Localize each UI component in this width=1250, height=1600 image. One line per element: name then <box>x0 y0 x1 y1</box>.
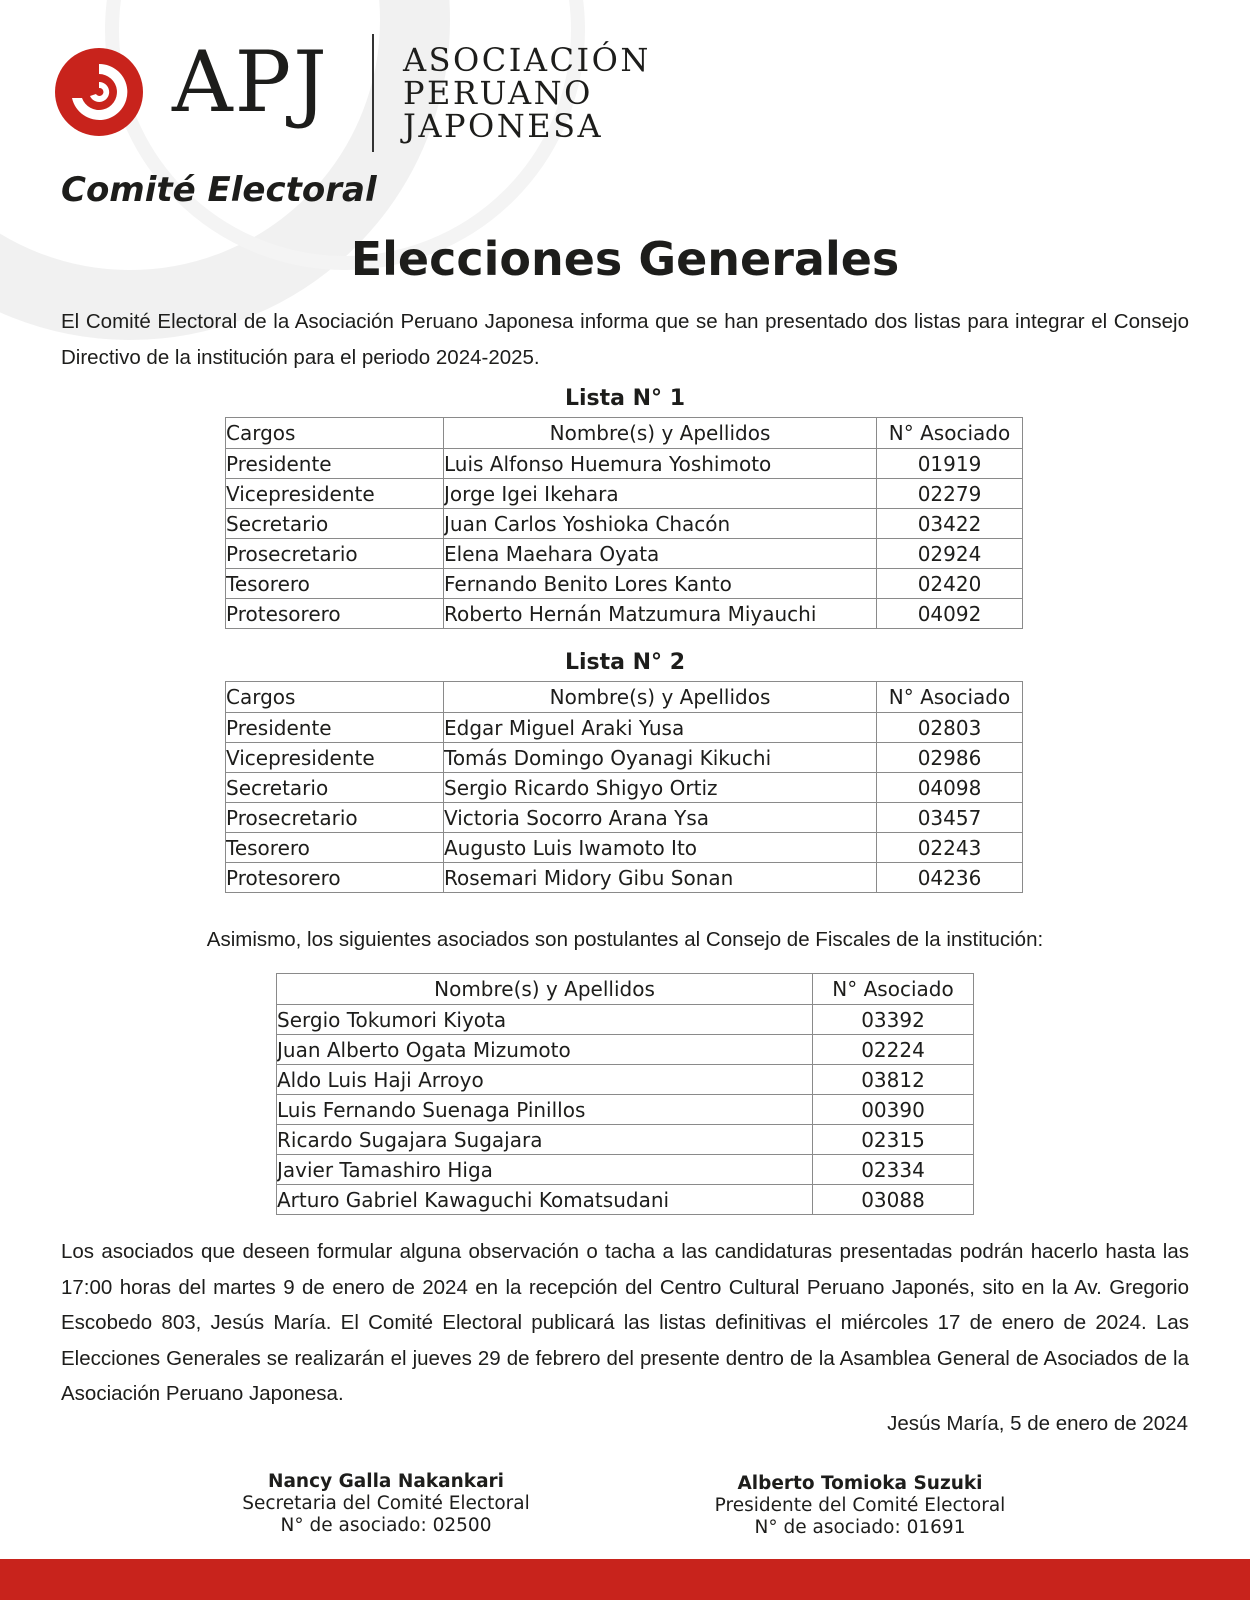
header-cargos: Cargos <box>226 418 444 449</box>
table-row <box>226 713 1023 743</box>
cell-cargo: Secretario <box>226 509 444 539</box>
signer-name: Alberto Tomioka Suzuki <box>737 1473 983 1494</box>
signature-secretary <box>186 1471 586 1537</box>
cell-nombre: Arturo Gabriel Kawaguchi Komatsudani <box>277 1185 813 1215</box>
cell-asociado: 04236 <box>877 863 1023 893</box>
header-asociado: N° Asociado <box>877 418 1023 449</box>
table-row <box>226 539 1023 569</box>
table-header-row <box>226 682 1023 713</box>
logo-divider <box>372 34 374 152</box>
signer-name: Nancy Galla Nakankari <box>267 1471 505 1492</box>
cell-nombre: Edgar Miguel Araki Yusa <box>444 713 877 743</box>
cell-nombre: Javier Tamashiro Higa <box>277 1155 813 1185</box>
cell-cargo: Vicepresidente <box>226 479 444 509</box>
cell-asociado: 03088 <box>813 1185 974 1215</box>
signer-role: Secretaria del Comité Electoral <box>242 1493 530 1514</box>
cell-cargo: Presidente <box>226 449 444 479</box>
cell-asociado: 02924 <box>877 539 1023 569</box>
page-title: Elecciones Generales <box>350 232 900 286</box>
table-row <box>226 863 1023 893</box>
cell-cargo: Tesorero <box>226 569 444 599</box>
intro-paragraph: El Comité Electoral de la Asociación Peruano Japonesa informa que se han presentado dos listas para integrar el Consejo Directivo de la institución para el periodo 2024-2025. <box>61 310 1189 369</box>
cell-asociado: 02315 <box>813 1125 974 1155</box>
table-row <box>277 1005 974 1035</box>
cell-asociado: 04092 <box>877 599 1023 629</box>
cell-nombre: Victoria Socorro Arana Ysa <box>444 803 877 833</box>
table-row <box>277 1125 974 1155</box>
table-row <box>277 1155 974 1185</box>
cell-cargo: Tesorero <box>226 833 444 863</box>
signer-member-number: N° de asociado: 01691 <box>754 1517 966 1538</box>
committee-title: Comité Electoral <box>61 170 377 210</box>
header-cargos: Cargos <box>226 682 444 713</box>
header-asociado: N° Asociado <box>877 682 1023 713</box>
table-row <box>226 479 1023 509</box>
table-header-row <box>226 418 1023 449</box>
logo-org-line: JAPONESA <box>403 107 604 145</box>
cell-asociado: 03812 <box>813 1065 974 1095</box>
table-row <box>226 569 1023 599</box>
cell-cargo: Secretario <box>226 773 444 803</box>
table-row <box>226 599 1023 629</box>
cell-asociado: 02803 <box>877 713 1023 743</box>
cell-cargo: Protesorero <box>226 599 444 629</box>
table-row <box>277 1095 974 1125</box>
cell-nombre: Sergio Tokumori Kiyota <box>277 1005 813 1035</box>
cell-nombre: Fernando Benito Lores Kanto <box>444 569 877 599</box>
cell-asociado: 01919 <box>877 449 1023 479</box>
list-2-table <box>225 681 1023 893</box>
signer-role: Presidente del Comité Electoral <box>714 1495 1006 1516</box>
cell-cargo: Protesorero <box>226 863 444 893</box>
apj-logo-icon <box>55 48 143 136</box>
header-asociado: N° Asociado <box>813 974 974 1005</box>
cell-asociado: 02986 <box>877 743 1023 773</box>
logo-wordmark: APJ <box>172 33 329 131</box>
cell-nombre: Luis Alfonso Huemura Yoshimoto <box>444 449 877 479</box>
footer-accent-bar <box>0 1559 1250 1600</box>
cell-asociado: 02224 <box>813 1035 974 1065</box>
table-row <box>226 743 1023 773</box>
table-row <box>226 833 1023 863</box>
cell-nombre: Rosemari Midory Gibu Sonan <box>444 863 877 893</box>
cell-nombre: Augusto Luis Iwamoto Ito <box>444 833 877 863</box>
cell-nombre: Jorge Igei Ikehara <box>444 479 877 509</box>
header-nombre: Nombre(s) y Apellidos <box>444 682 877 713</box>
cell-cargo: Vicepresidente <box>226 743 444 773</box>
cell-nombre: Aldo Luis Haji Arroyo <box>277 1065 813 1095</box>
cell-asociado: 00390 <box>813 1095 974 1125</box>
signer-member-number: N° de asociado: 02500 <box>280 1515 492 1536</box>
cell-cargo: Prosecretario <box>226 803 444 833</box>
cell-asociado: 02334 <box>813 1155 974 1185</box>
cell-nombre: Juan Alberto Ogata Mizumoto <box>277 1035 813 1065</box>
cell-nombre: Sergio Ricardo Shigyo Ortiz <box>444 773 877 803</box>
logo-org-line: PERUANO <box>403 74 593 112</box>
cell-nombre: Tomás Domingo Oyanagi Kikuchi <box>444 743 877 773</box>
header-nombre: Nombre(s) y Apellidos <box>277 974 813 1005</box>
table-row <box>277 1035 974 1065</box>
place-date: Jesús María, 5 de enero de 2024 <box>887 1412 1188 1435</box>
cell-asociado: 02420 <box>877 569 1023 599</box>
table-row <box>226 803 1023 833</box>
cell-nombre: Elena Maehara Oyata <box>444 539 877 569</box>
cell-asociado: 02243 <box>877 833 1023 863</box>
table-row <box>226 509 1023 539</box>
logo-org-line: ASOCIACIÓN <box>403 41 651 79</box>
cell-nombre: Ricardo Sugajara Sugajara <box>277 1125 813 1155</box>
table-row <box>277 1065 974 1095</box>
list-2-caption: Lista N° 2 <box>564 650 686 675</box>
cell-asociado: 04098 <box>877 773 1023 803</box>
header-nombre: Nombre(s) y Apellidos <box>444 418 877 449</box>
cell-asociado: 03422 <box>877 509 1023 539</box>
cell-asociado: 03392 <box>813 1005 974 1035</box>
cell-asociado: 03457 <box>877 803 1023 833</box>
fiscales-intro: Asimismo, los siguientes asociados son postulantes al Consejo de Fiscales de la institución: <box>206 928 1044 951</box>
list-1-table <box>225 417 1023 629</box>
signature-president <box>660 1473 1060 1539</box>
table-row <box>226 773 1023 803</box>
cell-nombre: Roberto Hernán Matzumura Miyauchi <box>444 599 877 629</box>
table-row <box>226 449 1023 479</box>
logo-org-name <box>403 41 651 145</box>
cell-asociado: 02279 <box>877 479 1023 509</box>
cell-cargo: Presidente <box>226 713 444 743</box>
table-row <box>277 1185 974 1215</box>
cell-cargo: Prosecretario <box>226 539 444 569</box>
table-header-row <box>277 974 974 1005</box>
cell-nombre: Juan Carlos Yoshioka Chacón <box>444 509 877 539</box>
list-1-caption: Lista N° 1 <box>564 386 686 411</box>
closing-paragraph: Los asociados que deseen formular alguna observación o tacha a las candidaturas presentadas podrán hacerlo hasta las 17:00 horas del martes 9 de enero de 2024 en la recepción del Centro Cultural Peruano Japonés, sito en la Av. Gregorio Escobedo 803, Jesús María. El Comité Electoral publicará las listas definitivas el miércoles 17 de enero de 2024. Las Elecciones Generales se realizarán el jueves 29 de febrero del presente dentro de la Asamblea General de Asociados de la Asociación Peruano Japonesa. <box>61 1240 1189 1405</box>
fiscales-table <box>276 973 974 1215</box>
cell-nombre: Luis Fernando Suenaga Pinillos <box>277 1095 813 1125</box>
